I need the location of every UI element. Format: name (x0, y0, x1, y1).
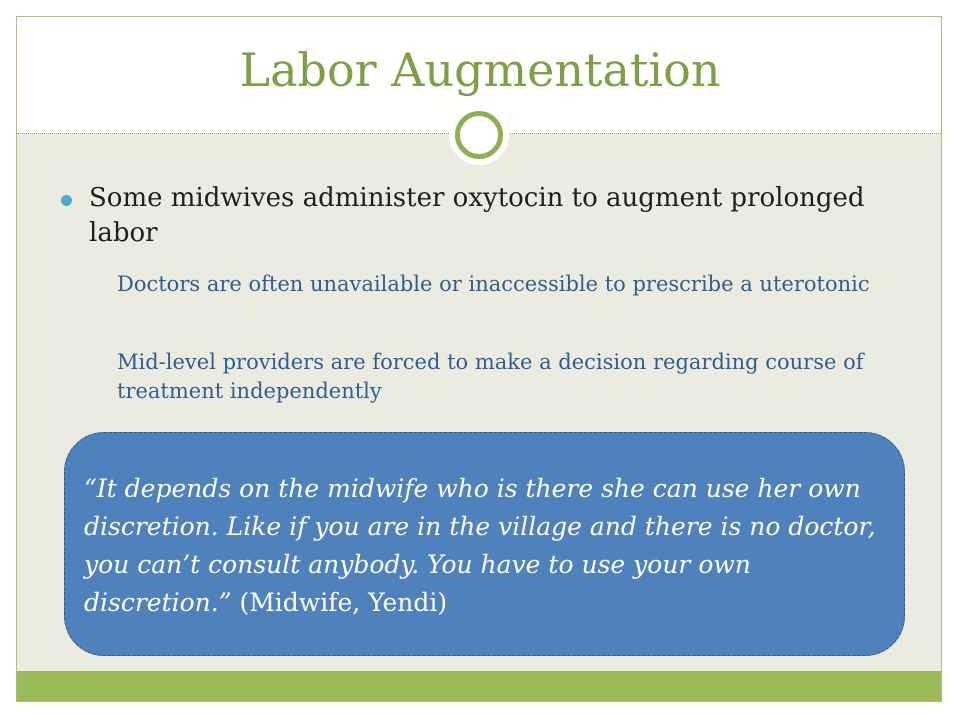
sub-bullet-text: Mid-level providers are forced to make a decision regarding course of treatment independently (117, 350, 864, 403)
sub-bullet-item (79, 348, 879, 406)
quote-attribution: (Midwife, Yendi) (231, 588, 448, 617)
sub-bullet-text: Doctors are often unavailable or inaccessible to prescribe a uterotonic (117, 272, 870, 296)
bullet-item (61, 181, 881, 251)
quote-text: “It depends on the midwife who is there she can use her own discretion. Like if you are in the village and there is no doctor, you can’t consult anybody. You have to use your own discretion.” (84, 474, 876, 617)
slide-title: Labor Augmentation (239, 43, 721, 97)
ring-ornament-inner (455, 111, 503, 159)
quote (84, 470, 894, 622)
footer-band (17, 671, 941, 701)
bullet-dot-icon (61, 195, 72, 206)
sub-bullet-item (79, 270, 879, 299)
bullet-text: Some midwives administer oxytocin to augment prolonged labor (89, 183, 865, 248)
